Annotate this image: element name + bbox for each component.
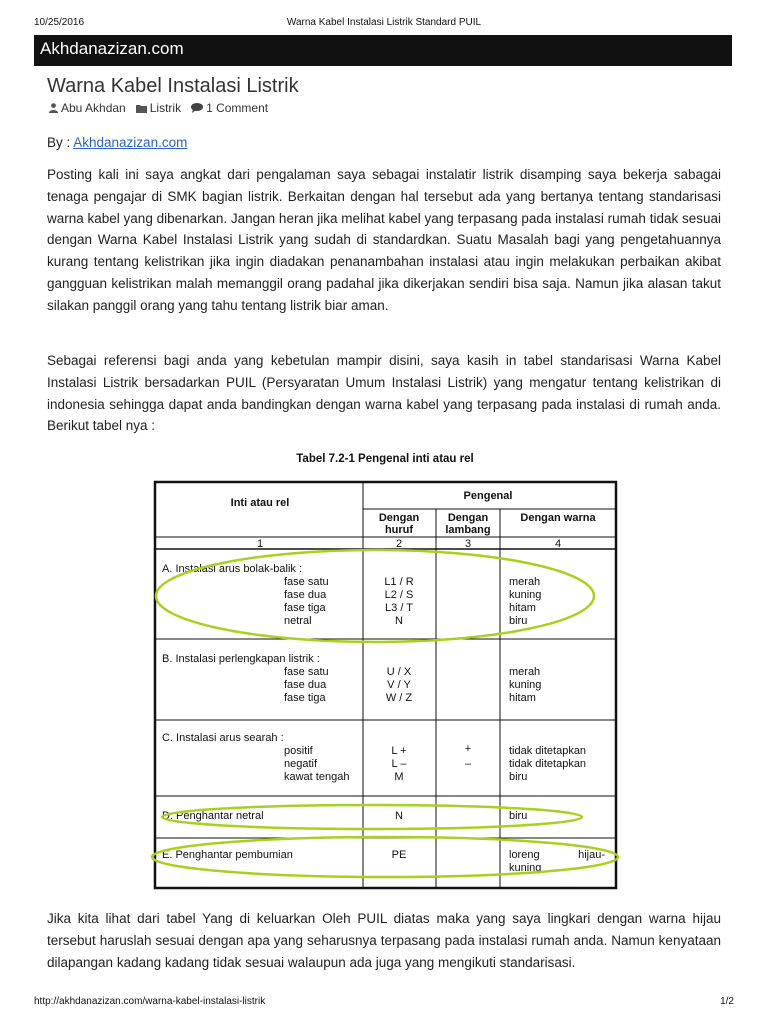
post-title: Warna Kabel Instalasi Listrik xyxy=(47,75,299,97)
row-warna: biru xyxy=(509,615,528,627)
row-huruf: L1 / R xyxy=(384,576,414,588)
row-label: fase tiga xyxy=(284,602,326,614)
header-inti: Inti atau rel xyxy=(230,497,290,509)
section-b-title: B. Instalasi perlengkapan listrik : xyxy=(162,653,320,665)
row-warna: tidak ditetapkan xyxy=(509,758,587,770)
row-huruf: L + xyxy=(391,745,407,757)
row-huruf: N xyxy=(395,810,403,822)
site-header-bar xyxy=(34,35,732,66)
row-label: fase tiga xyxy=(284,692,326,704)
row-label: negatif xyxy=(284,758,318,770)
print-url: http://akhdanazizan.com/warna-kabel-instalasi-listrik xyxy=(34,996,266,1007)
section-a-title: A. Instalasi arus bolak-balik : xyxy=(162,563,303,575)
print-date: 10/25/2016 xyxy=(34,17,85,28)
table-figure xyxy=(150,448,620,896)
row-warna-extra: hijau- xyxy=(578,849,605,861)
byline xyxy=(47,135,187,150)
paragraph-conclusion: Jika kita lihat dari tabel Yang di keluarkan Oleh PUIL diatas maka yang saya lingkari dengan warna hijau tersebut haruslah sesuai dengan apa yang seharusnya terpasang pada instalasi rumah anda. Namun kenyataan dilapangan kadang kadang tidak sesuai walaupun ada juga yang mengikuti standarisasi. xyxy=(47,911,721,970)
row-warna: biru xyxy=(509,810,528,822)
row-label: kawat tengah xyxy=(284,771,350,783)
byline-prefix: By : xyxy=(47,135,74,150)
row-huruf: L – xyxy=(391,758,407,770)
header-lambang-1: Dengan xyxy=(447,512,489,524)
user-icon xyxy=(49,103,58,113)
col-num-3: 3 xyxy=(464,538,472,550)
print-page-title: Warna Kabel Instalasi Listrik Standard PUIL xyxy=(286,17,482,28)
header-huruf-2: huruf xyxy=(384,524,414,536)
row-huruf: M xyxy=(394,771,404,783)
row-huruf: N xyxy=(395,615,403,627)
row-warna: kuning xyxy=(509,589,542,601)
col-num-2: 2 xyxy=(395,538,403,550)
row-warna-line2: kuning xyxy=(509,862,542,874)
author-name: Abu Akhdan xyxy=(61,101,126,115)
row-lambang: – xyxy=(464,758,472,770)
row-warna: hitam xyxy=(509,602,536,614)
post-comments-link[interactable] xyxy=(191,101,268,115)
byline-link[interactable]: Akhdanazizan.com xyxy=(73,135,188,150)
cable-color-table xyxy=(150,448,620,896)
row-huruf: V / Y xyxy=(387,679,411,691)
table-border xyxy=(155,482,616,888)
row-warna: hitam xyxy=(509,692,536,704)
row-label: netral xyxy=(284,615,312,627)
row-label: fase dua xyxy=(284,589,327,601)
row-label: positif xyxy=(284,745,313,757)
row-huruf: L2 / S xyxy=(384,589,414,601)
row-warna: merah xyxy=(509,576,541,588)
post-author[interactable] xyxy=(49,101,126,115)
section-d-title: D. Penghantar netral xyxy=(162,810,264,822)
table-caption: Tabel 7.2-1 Pengenal inti atau rel xyxy=(296,453,474,465)
row-huruf: L3 / T xyxy=(385,602,413,614)
row-huruf: W / Z xyxy=(385,692,413,704)
paragraph-intro: Posting kali ini saya angkat dari pengalaman saya sebagai instalatir listrik disamping saya bekerja sabagai tenaga pengajar di SMK bagian listrik. Berkaitan dengan hal tersebut ada yang bertanya tentang standarisasi warna kabel yang dibenarkan. Jangan heran jika melihat kabel yang terpasang pada instalasi rumah tidak sesuai dengan Warna Kabel Instalasi Listrik yang sudah di standardkan. Suatu Masalah bagi yang pengetahuannya kurang tentang kelistrikan jika ingin diadakan penanambahan instalasi atau ingin melakukan perbaikan akibat gangguan kelistrikan malah memanggil orang padahal jika dikerjakan sendiri bisa saja. Namun jika alasan takut silakan panggil orang yang tahu tentang listrik biar aman. xyxy=(47,167,721,313)
comment-icon xyxy=(191,103,203,113)
header-huruf-1: Dengan xyxy=(378,512,420,524)
section-c-title: C. Instalasi arus searah : xyxy=(162,732,284,744)
category-name: Listrik xyxy=(149,101,182,115)
row-warna: biru xyxy=(509,771,528,783)
row-label: fase dua xyxy=(284,679,327,691)
header-pengenal: Pengenal xyxy=(463,490,513,502)
header-warna: Dengan warna xyxy=(520,512,596,524)
post-meta xyxy=(49,101,278,115)
row-label: fase satu xyxy=(284,576,329,588)
section-e-title: E. Penghantar pembumian xyxy=(162,849,293,861)
row-label: fase satu xyxy=(284,666,329,678)
col-num-4: 4 xyxy=(554,538,562,550)
col-num-1: 1 xyxy=(256,538,264,550)
row-warna: kuning xyxy=(509,679,542,691)
comments-count: 1 Comment xyxy=(206,101,269,115)
paragraph-reference: Sebagai referensi bagi anda yang kebetulan mampir disini, saya kasih in tabel standarisasi Warna Kabel Instalasi Listrik bersadarkan PUIL (Persyaratan Umum Instalasi Listrik) yang mengatur tentang kelistrikan di indonesia sehingga dapat anda bandingkan dengan warna kabel yang terpasang pada instalasi di rumah anda. Berikut tabel nya : xyxy=(47,353,721,434)
folder-icon xyxy=(136,104,147,113)
row-huruf: PE xyxy=(391,849,407,861)
row-warna: loreng xyxy=(509,849,540,861)
site-brand-link[interactable]: Akhdanazizan.com xyxy=(40,39,184,58)
header-lambang-2: lambang xyxy=(445,524,491,536)
row-warna: tidak ditetapkan xyxy=(509,745,587,757)
row-warna: merah xyxy=(509,666,541,678)
row-lambang: + xyxy=(464,743,472,755)
print-header xyxy=(0,17,768,31)
post-category[interactable] xyxy=(136,101,181,115)
row-huruf: U / X xyxy=(386,666,412,678)
print-page-number: 1/2 xyxy=(720,996,734,1007)
